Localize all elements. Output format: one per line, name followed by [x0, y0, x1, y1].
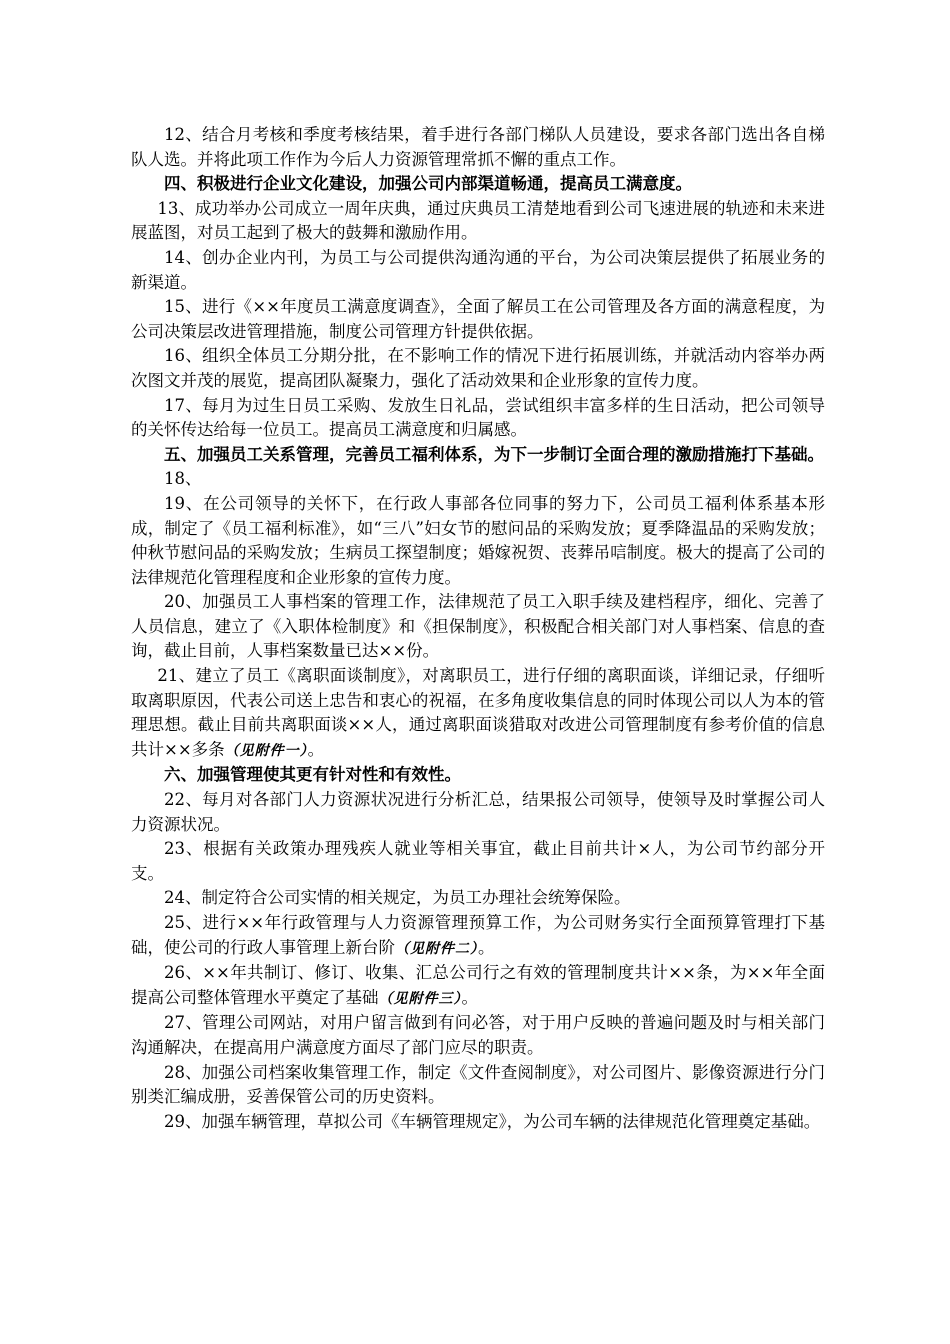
paragraph-28: 28、加强公司档案收集管理工作，制定《文件查阅制度》，对公司图片、影像资源进行分门别类汇编成册，妥善保管公司的历史资料。 [131, 1062, 825, 1107]
paragraph-26-end: 。 [461, 987, 478, 1007]
paragraph-26 [131, 961, 825, 1011]
paragraph-13: 13、成功举办公司成立一周年庆典，通过庆典员工清楚地看到公司飞速进展的轨迹和未来进展蓝图，对员工起到了极大的鼓舞和激励作用。 [131, 198, 825, 243]
section-heading-5: 五、加强员工关系管理，完善员工福利体系，为下一步制订全面合理的激励措施打下基础。 [164, 444, 824, 464]
paragraph-18: 18、 [164, 469, 202, 489]
paragraph-12: 12、结合月考核和季度考核结果，着手进行各部门梯队人员建设，要求各部门选出各自梯队人选。并将此项工作作为今后人力资源管理常抓不懈的重点工作。 [131, 125, 825, 169]
document-body [131, 123, 825, 1134]
paragraph-14: 14、创办企业内刊，为员工与公司提供沟通沟通的平台，为公司决策层提供了拓展业务的新渠道。 [131, 247, 825, 292]
paragraph-20: 20、加强员工人事档案的管理工作，法律规范了员工入职手续及建档程序，细化、完善了人员信息，建立了《入职体检制度》和《担保制度》，积极配合相关部门对人事档案、信息的查询，截止目前，人事档案数量已达××份。 [131, 592, 825, 661]
paragraph-25-text: 25、进行××年行政管理与人力资源管理预算工作，为公司财务实行全面预算管理打下基础，使公司的行政人事管理上新台阶 [131, 913, 825, 957]
appendix-reference-3: （见附件三） [378, 990, 462, 1007]
paragraph-29: 29、加强车辆管理，草拟公司《车辆管理规定》，为公司车辆的法律规范化管理奠定基础。 [164, 1111, 821, 1131]
paragraph-27: 27、管理公司网站，对用户留言做到有问必答，对于用户反映的普遍问题及时与相关部门沟通解决，在提高用户满意度方面尽了部门应尽的职责。 [131, 1013, 825, 1057]
paragraph-17: 17、每月为过生日员工采购、发放生日礼品，尝试组织丰富多样的生日活动，把公司领导的关怀传达给每一位员工。提高员工满意度和归属感。 [131, 395, 825, 440]
appendix-reference-1: （见附件一） [224, 742, 308, 759]
paragraph-23: 23、根据有关政策办理残疾人就业等相关事宜，截止目前共计×人，为公司节约部分开支。 [131, 839, 825, 883]
paragraph-15: 15、进行《××年度员工满意度调查》，全面了解员工在公司管理及各方面的满意程度，为公司决策层改进管理措施，制度公司管理方针提供依据。 [131, 297, 825, 341]
paragraph-19: 19、在公司领导的关怀下，在行政人事部各位同事的努力下，公司员工福利体系基本形成，制定了《员工福利标准》，如“三八”妇女节的慰问品的采购发放；夏季降温品的采购发放；仲秋节慰问品的采购发放；生病员工探望制度；婚嫁祝贺、丧葬吊唁制度。极大的提高了公司的法律规范化管理程度和企业形象的宣传力度。 [131, 493, 825, 587]
section-heading-6: 六、加强管理使其更有针对性和有效性。 [164, 765, 461, 785]
paragraph-24: 24、制定符合公司实情的相关规定，为员工办理社会统筹保险。 [164, 888, 631, 908]
paragraph-25 [131, 911, 825, 961]
paragraph-21-text: 21、建立了员工《离职面谈制度》，对离职员工，进行仔细的离职面谈，详细记录，仔细听取离职原因，代表公司送上忠告和衷心的祝福，在多角度收集信息的同时体现公司以人为本的管理思想。截止目前共离职面谈××人，通过离职面谈猎取对改进公司管理制度有参考价值的信息共计××多条 [131, 666, 825, 759]
paragraph-21-end: 。 [307, 739, 325, 759]
appendix-reference-2: （见附件二） [395, 940, 478, 957]
section-heading-4: 四、积极进行企业文化建设，加强公司内部渠道畅通，提高员工满意度。 [164, 174, 692, 194]
paragraph-16: 16、组织全体员工分期分批，在不影响工作的情况下进行拓展训练，并就活动内容举办两次图文并茂的展览，提高团队凝聚力，强化了活动效果和企业形象的宣传力度。 [131, 346, 825, 390]
paragraph-25-end: 。 [478, 937, 495, 957]
paragraph-22: 22、每月对各部门人力资源状况进行分析汇总，结果报公司领导，使领导及时掌握公司人力资源状况。 [131, 790, 825, 834]
paragraph-21 [131, 664, 825, 763]
paragraph-26-text: 26、××年共制订、修订、收集、汇总公司行之有效的管理制度共计××条，为××年全面提高公司整体管理水平奠定了基础 [131, 963, 825, 1007]
